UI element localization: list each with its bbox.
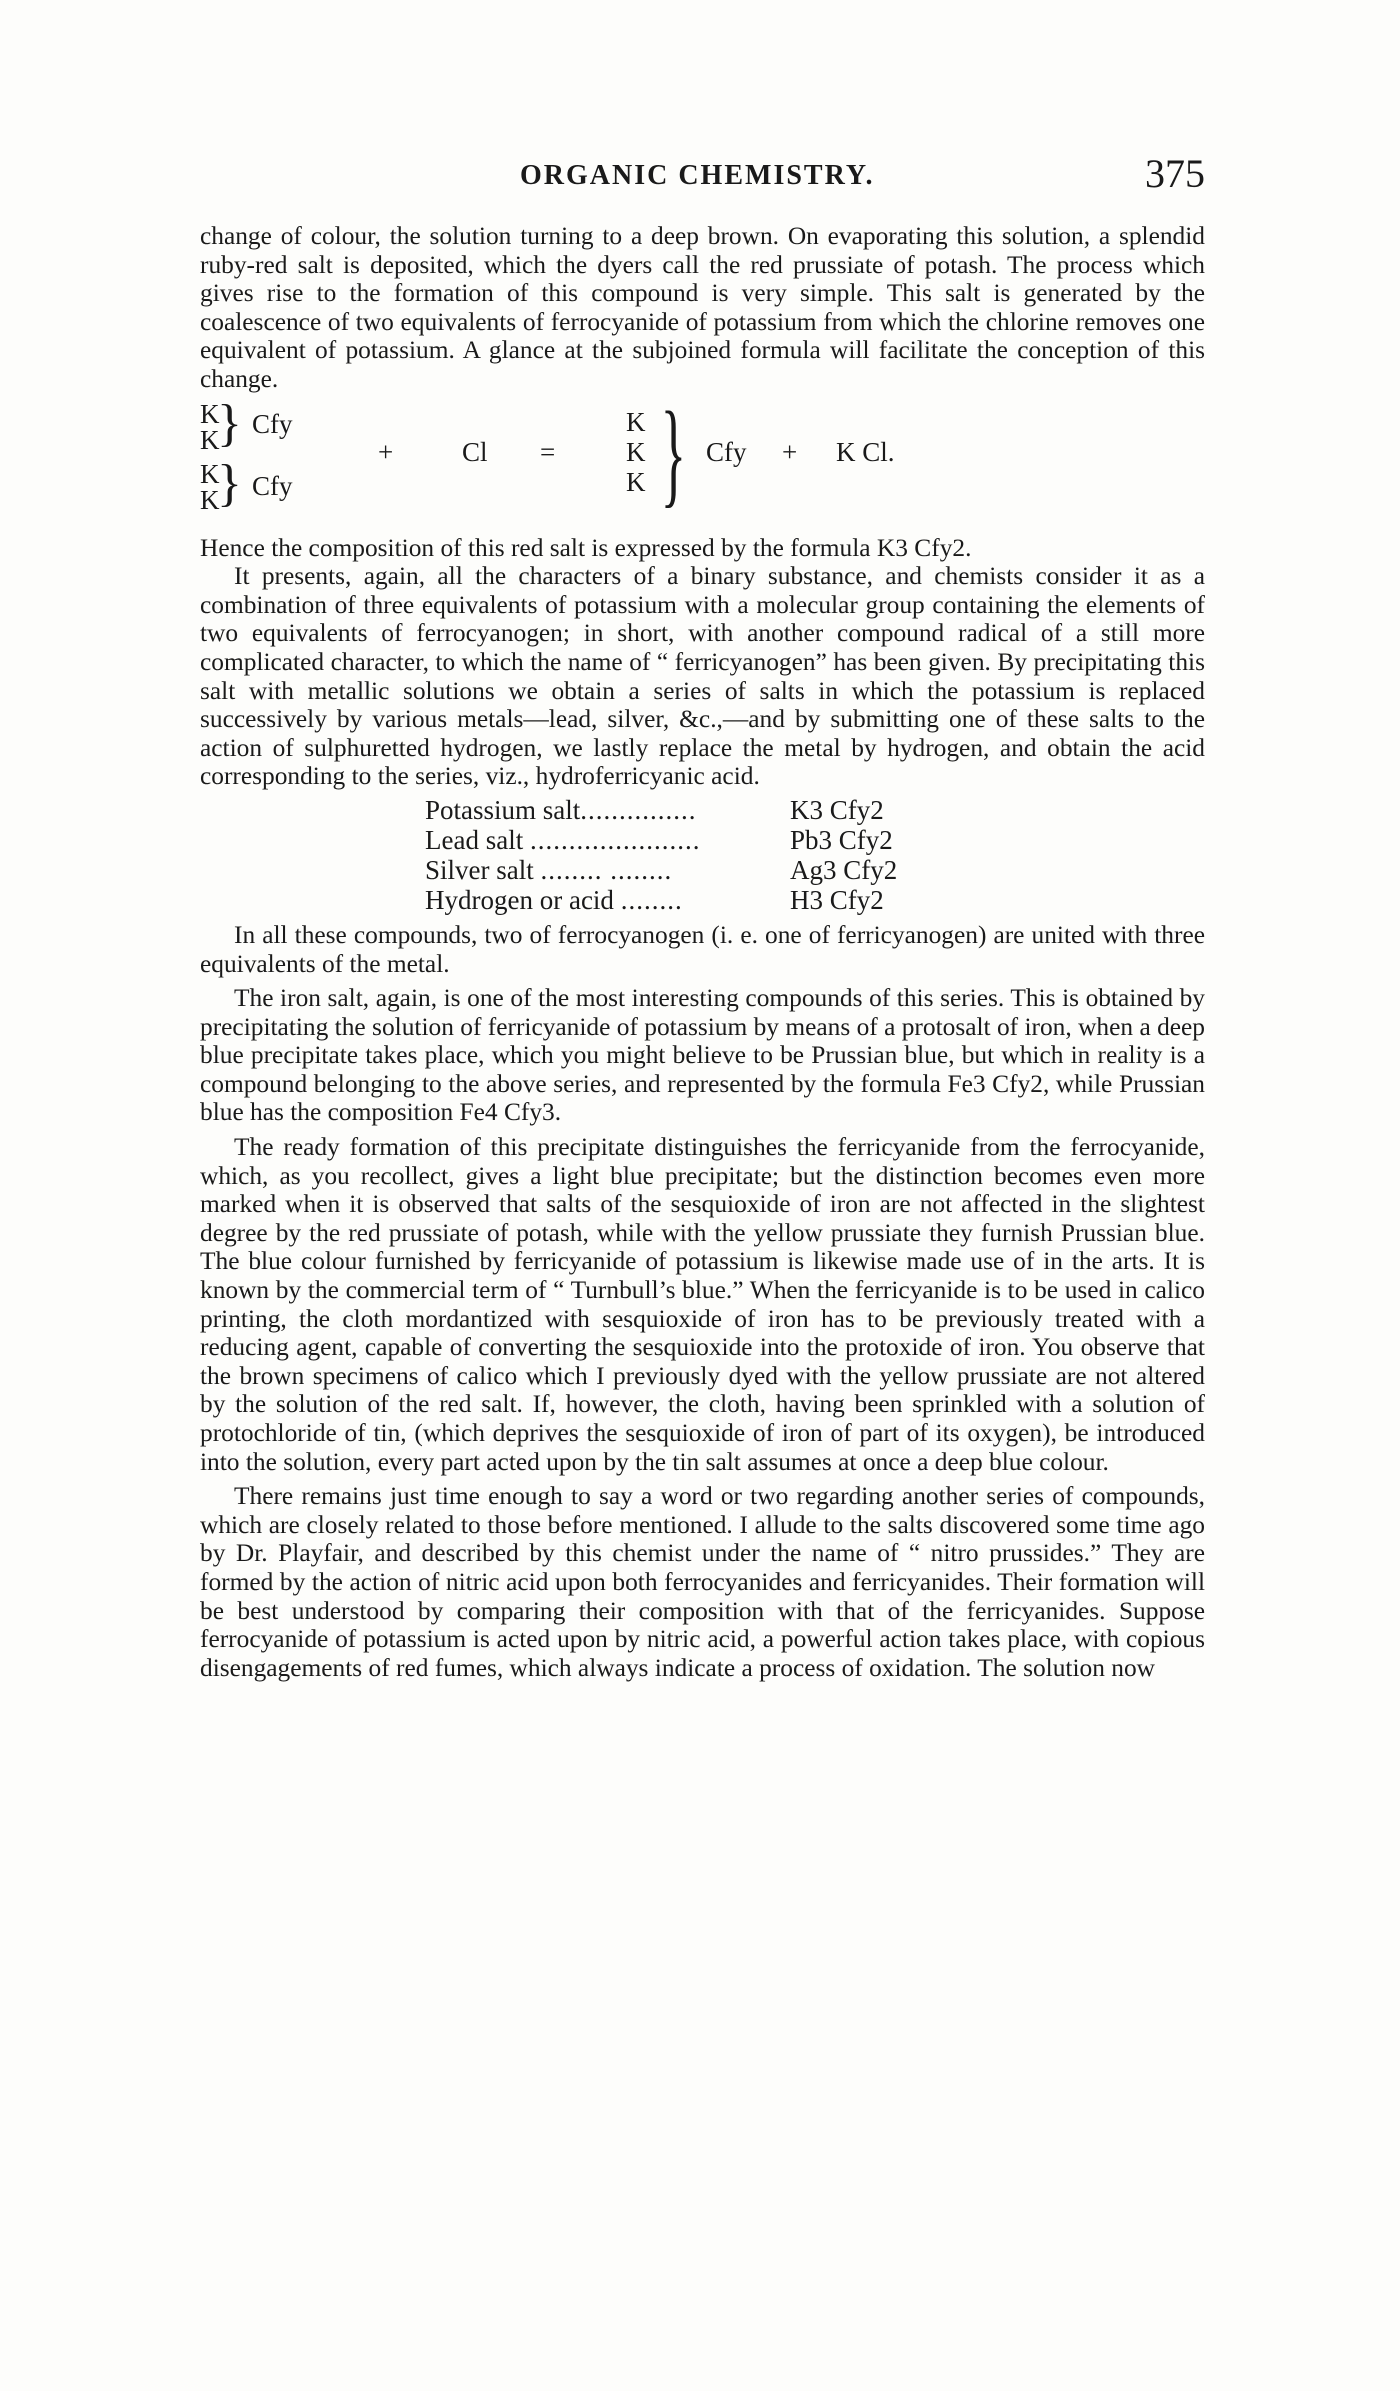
page-header bbox=[200, 150, 1205, 200]
formula-cfy-2: Cfy bbox=[252, 470, 293, 501]
salt-name: Lead salt ...................... bbox=[425, 824, 701, 855]
table-row bbox=[425, 885, 897, 915]
page-number: 375 bbox=[1145, 151, 1205, 196]
table-row bbox=[425, 855, 897, 885]
paragraph-6: The ready formation of this precipitate distinguishes the ferricyanide from the ferrocyanide, which, as you recollect, gives a light blue precipitate; but the distinction becomes even more marked when it is observed that salts of the sesquioxide of iron are not affected in the slightest degree by the red prussiate of potash, while with the yellow prussiate they furnish Prussian blue. The blue colour furnished by ferricyanide of potassium is likewise made use of in the arts. It is known by the commercial term of “ Turnbull’s blue.” When the ferricyanide is to be used in calico printing, the cloth mordantized with sesquioxide of iron has to be previously treated with a reducing agent, capable of converting the sesquioxide into the protoxide of iron. You observe that the brown specimens of calico which I previously dyed with the yellow prussiate are not altered by the solution of the red salt. If, however, the cloth, having been sprinkled with a solution of protochloride of tin, (which deprives the sesquioxide of iron of part of its oxygen), be introduced into the solution, every part acted upon by the tin salt assumes at once a deep blue colour. bbox=[200, 1133, 1205, 1476]
formula-cfy-3: Cfy bbox=[706, 436, 747, 467]
paragraph-7: There remains just time enough to say a word or two regarding another series of compounds, which are closely related to those before mentioned. I allude to the salts discovered some time ago by Dr. Playfair, and described by this chemist under the name of “ nitro prussides.” They are formed by the action of nitric acid upon both ferrocyanides and ferricyanides. Their formation will be best understood by comparing their composition with that of the ferricyanides. Suppose ferrocyanide of potassium is acted upon by nitric acid, a powerful action takes place, with copious disengagements of red fumes, which always indicate a process of oxidation. The solution now bbox=[200, 1482, 1205, 1682]
salt-name: Potassium salt............... bbox=[425, 794, 697, 825]
formula-k-1: K bbox=[200, 398, 220, 429]
chemical-equation bbox=[200, 386, 1205, 530]
formula-brace-2: } bbox=[217, 454, 242, 512]
salt-formula: Ag3 Cfy2 bbox=[790, 854, 898, 885]
salt-series-table bbox=[425, 795, 897, 915]
formula-kcl: K Cl. bbox=[836, 436, 895, 467]
formula-k-5: K bbox=[626, 406, 646, 437]
formula-equals: = bbox=[540, 436, 556, 467]
salt-name: Silver salt ........ ........ bbox=[425, 854, 673, 885]
paragraph-3: It presents, again, all the characters of a binary substance, and chemists consider it as a combination of three equivalents of potassium with a molecular group containing the elements of two equivalents of ferrocyanogen; in short, with another compound radical of a still more complicated character, to which the name of “ ferricyanogen” has been given. By precipitating this salt with metallic solutions we obtain a series of salts in which the potassium is replaced successively by various metals—lead, silver, &c.,—and by submitting one of these salts to the action of sulphuretted hydrogen, we lastly replace the metal by hydrogen, and obtain the acid corresponding to the series, viz., hydroferricyanic acid. bbox=[200, 562, 1205, 791]
table-row bbox=[425, 825, 897, 855]
formula-chlorine: Cl bbox=[462, 436, 488, 467]
formula-plus-1: + bbox=[378, 436, 394, 467]
paragraph-1: change of colour, the solution turning to a deep brown. On evaporating this solution, a splendid ruby-red salt is deposited, which the dyers call the red prussiate of potash. The process which gives rise to the formation of this compound is very simple. This salt is generated by the coalescence of two equivalents of ferrocyanide of potassium from which the chlorine removes one equivalent of potassium. A glance at the subjoined formula will facilitate the conception of this change. bbox=[200, 222, 1205, 393]
salt-formula: K3 Cfy2 bbox=[790, 794, 884, 825]
formula-k-4: K bbox=[200, 484, 220, 515]
salt-name: Hydrogen or acid ........ bbox=[425, 884, 683, 915]
formula-plus-2: + bbox=[782, 436, 798, 467]
formula-k-3: K bbox=[200, 458, 220, 489]
salt-formula: Pb3 Cfy2 bbox=[790, 824, 893, 855]
formula-brace-1: } bbox=[217, 394, 242, 452]
paragraph-2: Hence the composition of this red salt is expressed by the formula K3 Cfy2. bbox=[200, 533, 972, 562]
running-title: ORGANIC CHEMISTRY. bbox=[520, 160, 875, 191]
salt-formula: H3 Cfy2 bbox=[790, 884, 884, 915]
formula-brace-3: } bbox=[660, 386, 687, 518]
formula-cfy-1: Cfy bbox=[252, 408, 293, 439]
formula-k-2: K bbox=[200, 424, 220, 455]
paragraph-4: In all these compounds, two of ferrocyanogen (i. e. one of ferricyanogen) are united with three equivalents of the metal. bbox=[200, 920, 1205, 978]
formula-k-6: K bbox=[626, 436, 646, 467]
table-row bbox=[425, 795, 897, 825]
formula-k-7: K bbox=[626, 466, 646, 497]
paragraph-5: The iron salt, again, is one of the most interesting compounds of this series. This is obtained by precipitating the solution of ferricyanide of potassium by means of a protosalt of iron, when a deep blue precipitate takes place, which you might believe to be Prussian blue, but which in reality is a compound belonging to the above series, and represented by the formula Fe3 Cfy2, while Prussian blue has the composition Fe4 Cfy3. bbox=[200, 984, 1205, 1127]
body-text bbox=[200, 222, 1205, 1682]
